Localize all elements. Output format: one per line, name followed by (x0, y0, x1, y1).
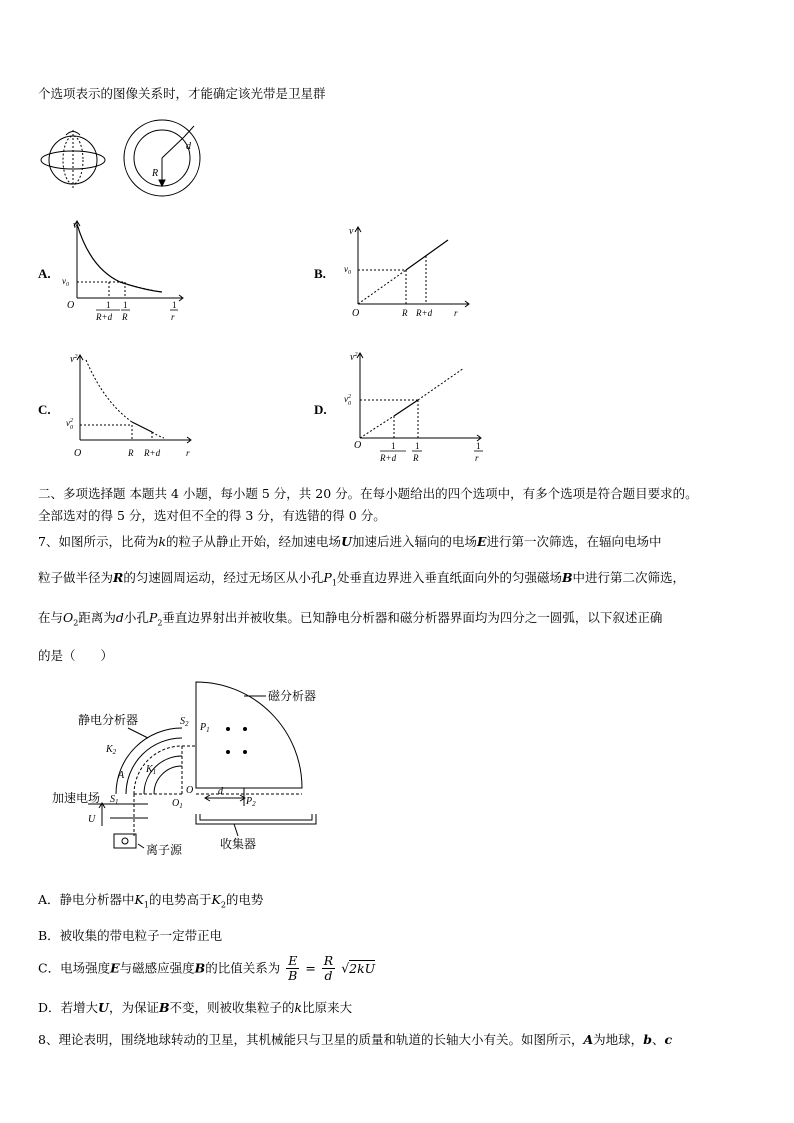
fig7-A: A (118, 770, 125, 781)
graph-d-tick2-num: 1 (415, 441, 420, 451)
globe-icon (41, 130, 105, 190)
fig7-K1: $K_1$ (146, 764, 157, 776)
q7-line3: 在与$O_2$距离为d小孔$P_2$垂直边界射出并被收集。已知静电分析器和磁分析器界面均为四分之一圆弧，以下叙述正确 (38, 610, 663, 628)
q7-option-b[interactable]: B．被收集的带电粒子一定带正电 (38, 928, 223, 943)
graph-a (62, 216, 192, 326)
graph-b-x: r (454, 308, 458, 318)
fig7-P2: $P_2$ (246, 796, 256, 808)
graph-d-tick1-den: R+d (380, 453, 397, 463)
option-b-label: B. (314, 266, 326, 281)
q7-line2: 粒子做半径为R的匀速圆周运动，经过无场区从小孔$P_1$处垂直边界进入垂直纸面向外的匀强磁场B中进行第二次筛选， (38, 570, 686, 588)
graph-d-origin: O (354, 440, 362, 451)
fig7-O: O (186, 785, 194, 796)
graph-d-x-den: r (475, 453, 479, 463)
graph-a-tick2-num: 1 (123, 300, 128, 310)
graph-c-tick1: R (128, 448, 134, 458)
graph-a-x-num: 1 (172, 300, 177, 310)
section2-line1: 二、多项选择题 本题共 4 小题，每小题 5 分，共 20 分。在每小题给出的四个选项中，有多个选项是符合题目要求的。 (38, 486, 698, 501)
graph-b-origin: O (352, 308, 360, 319)
option-c-label: C. (38, 402, 51, 417)
fig7-S2: $S_2$ (180, 716, 189, 728)
graph-a-v0: $v_0$ (62, 276, 69, 288)
graph-a-x-den: r (171, 312, 175, 322)
graph-c-origin: O (74, 448, 82, 459)
graph-b (338, 222, 478, 322)
fig7-source-label: 离子源 (146, 843, 183, 857)
graph-d-y-label: $v^2$ (350, 352, 358, 363)
option-d-label: D. (314, 402, 327, 417)
q7-option-c[interactable]: C．电场强度E与磁感应强度B的比值关系为 $\frac{E}{B}$ = $\frac{R}{d}$ √2kU (38, 953, 376, 983)
graph-a-tick2-den: R (122, 312, 128, 322)
graph-a-tick1-den: R+d (96, 312, 113, 322)
ring-r-label: R (152, 168, 159, 179)
graph-a-origin: O (67, 300, 75, 311)
fig7-P1: $P_1$ (200, 722, 210, 734)
graph-d-tick2-den: R (413, 453, 419, 463)
q8-line1: 8、理论表明，围绕地球转动的卫星，其机械能只与卫星的质量和轨道的长轴大小有关。如图所示，A为地球，b、c (38, 1032, 673, 1047)
fig7-O1: $O_1$ (172, 798, 183, 810)
graph-d-x-num: 1 (476, 441, 481, 451)
q7-option-a[interactable]: A．静电分析器中$K_1$的电势高于$K_2$的电势 (38, 892, 264, 910)
graph-b-tick1: R (402, 308, 408, 318)
ring-d-label: d (186, 141, 191, 152)
fig7-electrostatic-label: 静电分析器 (78, 713, 139, 727)
magnetic-field-dots (226, 727, 247, 754)
graph-b-v0: $v_0$ (344, 264, 351, 276)
graph-d-v0: $v^2$ 0 (344, 394, 351, 407)
graph-a-y-label: v (73, 220, 78, 231)
q7-option-d[interactable]: D．若增大U，为保证B不变，则被收集粒子的k比原来大 (38, 1000, 353, 1015)
graph-b-tick2: R+d (416, 308, 433, 318)
graph-d-tick1-num: 1 (391, 441, 396, 451)
intro-text: 个选项表示的图像关系时，才能确定该光带是卫星群 (38, 86, 326, 101)
graph-c-x: r (186, 448, 190, 458)
graph-b-y-label: v (349, 226, 354, 237)
fig7-S1: $S_1$ (110, 794, 119, 806)
fig7-accel-label: 加速电场 (52, 791, 101, 805)
q7-line1: 7、如图所示，比荷为k的粒子从静止开始，经加速电场U加速后进入辐向的电场E进行第一次筛选，在辐向电场中 (38, 534, 662, 549)
graph-c-tick2: R+d (144, 448, 161, 458)
figure-q7-analyzer (48, 676, 338, 861)
fig7-d: d (218, 786, 223, 797)
graph-c (62, 350, 202, 465)
graph-c-v0: $v^2$ 0 (66, 418, 73, 431)
graph-c-y-label: $v^2$ (70, 354, 78, 365)
q7-line4: 的是（ ） (38, 648, 114, 663)
fig7-U: U (88, 814, 96, 825)
section2-line2: 全部选对的得 5 分，选对但不全的得 3 分，有选错的得 0 分。 (38, 508, 386, 523)
figure-globe-ring (38, 118, 218, 198)
fig7-K2: $K_2$ (106, 744, 117, 756)
fig7-magnetic-label: 磁分析器 (268, 689, 317, 703)
option-a-label: A. (38, 266, 51, 281)
graph-a-tick1-num: 1 (106, 300, 111, 310)
fig7-collector-label: 收集器 (220, 837, 257, 851)
graph-d (338, 348, 488, 468)
ring-icon (124, 120, 200, 196)
